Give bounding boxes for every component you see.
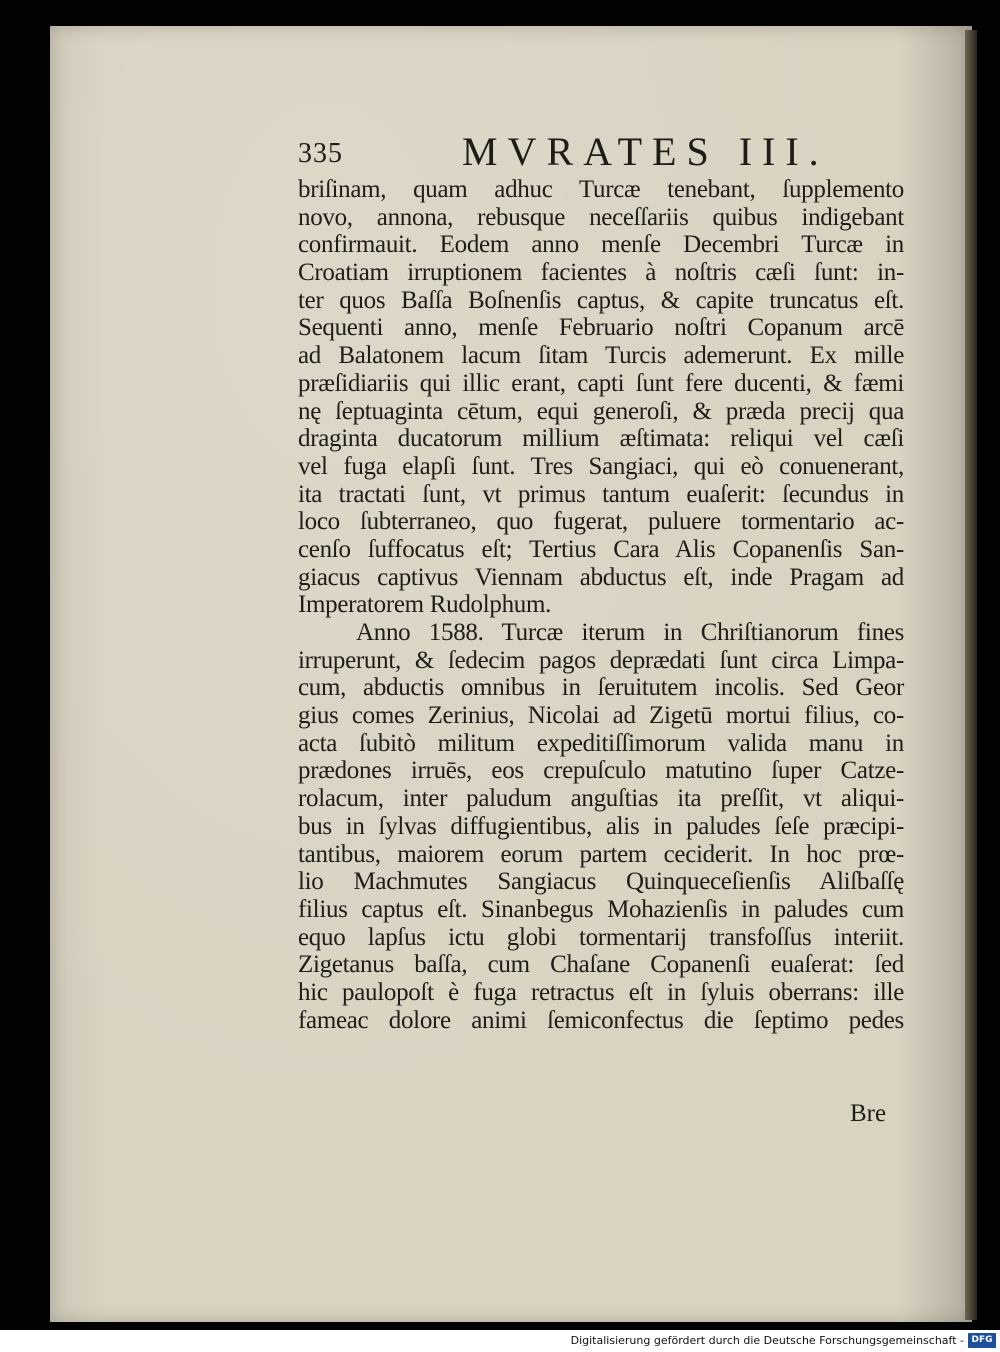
text-line: lio Machmutes Sangiacus Quinqueceſienſis Aliſbaſſę bbox=[298, 868, 904, 896]
text-line: briſinam, quam adhuc Turcæ tenebant, ſupplemento bbox=[298, 176, 904, 203]
text-line: novo, annona, rebusque neceſſariis quibus indigebant bbox=[298, 203, 904, 231]
footer-strip bbox=[0, 1330, 1000, 1352]
text-line: cenſo ſuffocatus eſt; Tertius Cara Alis Copanenſis San- bbox=[298, 535, 904, 563]
text-line: nę ſeptuaginta cētum, equi generoſi, & præda precij qua bbox=[298, 397, 904, 425]
text-line: bus in ſylvas diffugientibus, alis in paludes ſeſe præcipi- bbox=[298, 812, 904, 840]
body-text bbox=[298, 176, 904, 1034]
text-line: confirmauit. Eodem anno menſe Decembri Turcæ in bbox=[298, 231, 904, 259]
text-line: vel fuga elapſi ſunt. Tres Sangiaci, qui eò conuenerant, bbox=[298, 452, 904, 480]
text-line: præſidiariis qui illic erant, capti ſunt fere ducenti, & fæmi bbox=[298, 369, 904, 397]
text-line: Sequenti anno, menſe Februario noſtri Copanum arcē bbox=[298, 314, 904, 342]
dfg-logo: DFG bbox=[968, 1333, 996, 1348]
page-binding-edge bbox=[965, 30, 977, 1320]
text-line: hic paulopoſt è fuga retractus eſt in ſyluis oberrans: ille bbox=[298, 978, 904, 1006]
text-line: loco ſubterraneo, quo fugerat, puluere tormentario ac- bbox=[298, 508, 904, 536]
text-line: prædones irruēs, eos crepuſculo matutino ſuper Catze- bbox=[298, 757, 904, 785]
text-line: ter quos Baſſa Boſnenſis captus, & capite truncatus eſt. bbox=[298, 286, 904, 314]
text-line: equo lapſus ictu globi tormentarij transfoſſus interiit. bbox=[298, 923, 904, 951]
text-line: draginta ducatorum millium æſtimata: reliqui vel cæſi bbox=[298, 425, 904, 453]
funding-credit: Digitalisierung gefördert durch die Deutsche Forschungsgemeinschaft - bbox=[570, 1334, 964, 1347]
paragraph-end-line: Imperatorem Rudolphum. bbox=[298, 591, 552, 619]
paragraph-start-line: Anno 1588. Turcæ iterum in Chriſtianorum fines bbox=[356, 619, 904, 646]
catchword: Bre bbox=[850, 1100, 887, 1127]
text-line: acta ſubitò militum expeditiſſimorum valida manu in bbox=[298, 729, 904, 757]
text-line: rolacum, inter paludum anguſtias ita preſſit, vt aliqui- bbox=[298, 785, 904, 813]
running-title: MVRATES III. bbox=[462, 129, 829, 174]
text-line: Croatiam irruptionem facientes à noſtris cæſi ſunt: in- bbox=[298, 259, 904, 287]
running-head bbox=[296, 128, 906, 176]
text-line: ita tractati ſunt, vt primus tantum euaſerit: ſecundus in bbox=[298, 480, 904, 508]
text-line: irruperunt, & ſedecim pagos deprædati ſunt circa Limpa- bbox=[298, 646, 904, 674]
text-line: fameac dolore animi ſemiconfectus die ſeptimo pedes bbox=[298, 1006, 904, 1034]
text-line: gius comes Zerinius, Nicolai ad Zigetū mortui filius, co- bbox=[298, 702, 904, 730]
text-line: filius captus eſt. Sinanbegus Mohazienſis in paludes cum bbox=[298, 895, 904, 923]
text-line: Zigetanus baſſa, cum Chaſane Copanenſi euaſerat: ſed bbox=[298, 951, 904, 979]
text-line: tantibus, maiorem eorum partem ceciderit. In hoc prœ- bbox=[298, 840, 904, 868]
text-line: cum, abductis omnibus in ſeruitutem incolis. Sed Geor bbox=[298, 674, 904, 702]
text-line: ad Balatonem lacum ſitam Turcis ademerunt. Ex mille bbox=[298, 342, 904, 370]
text-line: giacus captivus Viennam abductus eſt, inde Pragam ad bbox=[298, 563, 904, 591]
page-number: 335 bbox=[298, 138, 343, 169]
